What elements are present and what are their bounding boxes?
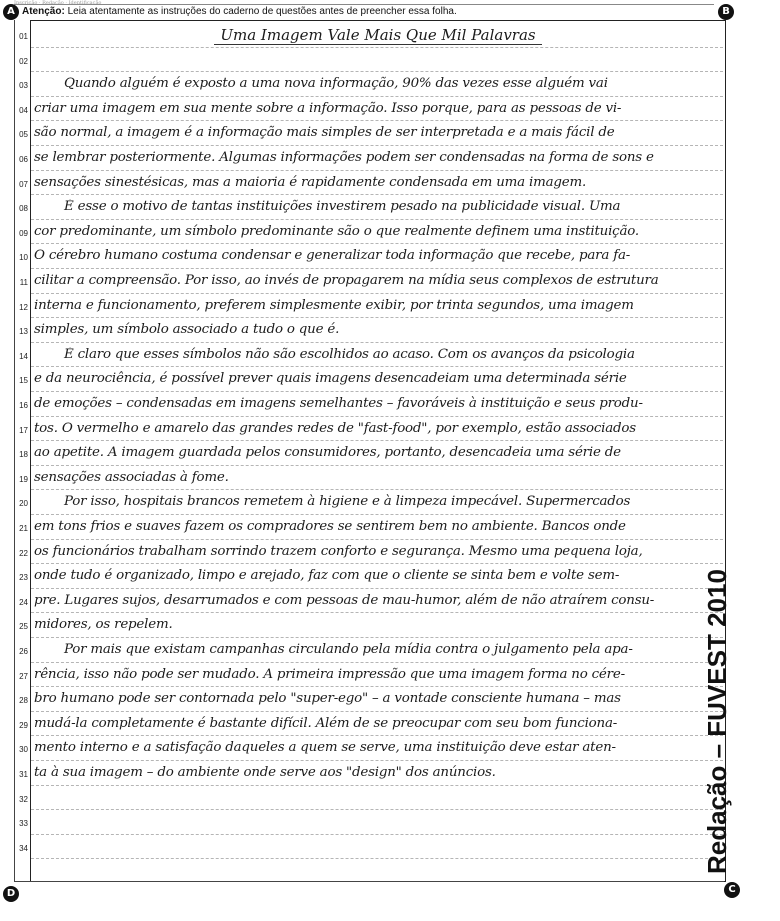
writing-rule — [31, 317, 723, 318]
watermark-label: Redação – FUVEST 2010 — [702, 569, 732, 874]
writing-rule — [31, 686, 723, 687]
writing-rule — [31, 465, 723, 466]
notice-bar — [22, 6, 712, 17]
writing-rule — [31, 489, 723, 490]
bottom-border — [14, 881, 724, 882]
header-strip: Inscrição · Redação · Identificação — [14, 0, 714, 5]
notice-text: Leia atentamente as instruções do caderno de questões antes de preencher essa folha. — [67, 6, 457, 17]
writing-rule — [31, 539, 723, 540]
writing-rule — [31, 588, 723, 589]
line-number: 31 — [19, 770, 28, 779]
writing-rule — [31, 735, 723, 736]
line-number: 30 — [19, 745, 28, 755]
writing-rule — [31, 711, 723, 712]
essay-line: Quando alguém é exposto a uma nova informação, 90% das vezes esse alguém vai — [64, 76, 608, 92]
line-number: 25 — [19, 622, 28, 632]
essay-line: O cérebro humano costuma condensar e generalizar toda informação que recebe, para fa- — [34, 248, 631, 264]
writing-rule — [31, 563, 723, 564]
writing-rule — [31, 834, 723, 835]
line-number: 29 — [19, 720, 28, 730]
corner-mark-b: B — [718, 4, 734, 20]
line-number: 27 — [19, 671, 28, 681]
essay-line: onde tudo é organizado, limpo e arejado, faz com que o cliente se sinta bem e volte sem- — [34, 568, 620, 584]
line-number: 06 — [19, 155, 28, 164]
essay-line: e da neurociência, é possível prever quais imagens desencadeiam uma determinada série — [34, 371, 627, 387]
line-number: 16 — [19, 401, 28, 410]
writing-rule — [31, 514, 723, 515]
essay-line: interna e funcionamento, preferem simplesmente exibir, por trinta segundos, uma imagem — [34, 297, 634, 313]
writing-rule — [31, 342, 723, 343]
corner-mark-d: D — [3, 886, 19, 902]
essay-line: pre. Lugares sujos, desarrumados e com pessoas de mau-humor, além de não atraírem consu- — [34, 592, 655, 608]
essay-line: sensações sinestésicas, mas a maioria é rapidamente condensada em uma imagem. — [34, 174, 587, 190]
writing-rule — [31, 416, 723, 417]
corner-mark-a: A — [3, 4, 19, 20]
corner-mark-c: C — [724, 882, 740, 898]
writing-rule — [31, 366, 723, 367]
essay-line: tos. O vermelho e amarelo das grandes redes de "fast-food", por exemplo, estão associados — [34, 420, 636, 436]
essay-title-line — [34, 26, 722, 44]
writing-rule — [31, 194, 723, 195]
line-number: 08 — [19, 204, 28, 214]
line-number: 23 — [19, 573, 28, 583]
essay-line: É claro que esses símbolos não são escolhidos ao acaso. Com os avanços da psicologia — [64, 346, 635, 362]
writing-rule — [31, 637, 723, 638]
writing-rule — [31, 47, 723, 48]
line-number: 01 — [19, 32, 28, 41]
writing-rule — [31, 809, 723, 810]
essay-line: rência, isso não pode ser mudado. A primeira impressão que uma imagem forma no cére- — [34, 666, 625, 682]
essay-line: são normal, a imagem é a informação mais simples de ser interpretada e a mais fácil de — [34, 125, 615, 141]
writing-rule — [31, 120, 723, 121]
writing-rule — [31, 71, 723, 72]
essay-line: mudá-la completamente é bastante difícil. Além de se preocupar com seu bom funciona- — [34, 715, 618, 731]
essay-line: simples, um símbolo associado a tudo o que é. — [34, 322, 340, 338]
line-number: 04 — [19, 105, 28, 115]
line-number: 22 — [19, 548, 28, 558]
line-number: 05 — [19, 130, 28, 140]
line-number: 20 — [19, 499, 28, 509]
line-number: 14 — [19, 351, 28, 361]
line-number: 12 — [19, 302, 28, 312]
line-number: 32 — [19, 794, 28, 804]
line-number: 03 — [19, 81, 28, 91]
writing-rule — [31, 219, 723, 220]
writing-rule — [31, 440, 723, 441]
line-number: 24 — [19, 597, 28, 607]
essay-line: se lembrar posteriormente. Algumas informações podem ser condensadas na forma de sons e — [34, 150, 654, 165]
essay-line: sensações associadas à fome. — [34, 469, 229, 485]
essay-line: em tons frios e suaves fazem os compradores se sentirem bem no ambiente. Bancos onde — [34, 519, 626, 534]
essay-line: Por isso, hospitais brancos remetem à higiene e à limpeza impecável. Supermercados — [64, 494, 631, 510]
writing-rule — [31, 145, 723, 146]
line-number: 33 — [19, 819, 28, 829]
essay-line: cilitar a compreensão. Por isso, ao invés de propagarem na mídia seus complexos de estrutura — [34, 273, 659, 288]
writing-rule — [31, 760, 723, 761]
line-number: 02 — [19, 56, 28, 66]
essay-line: cor predominante, um símbolo predominante são o que realmente definem uma instituição. — [34, 223, 639, 239]
essay-line: É esse o motivo de tantas instituições investirem pesado na publicidade visual. Uma — [64, 199, 621, 215]
writing-rule — [31, 612, 723, 613]
line-number: 17 — [19, 425, 28, 435]
line-number: 07 — [19, 179, 28, 189]
line-number: 11 — [19, 278, 28, 287]
essay-line: Por mais que existam campanhas circulando pela mídia contra o julgamento pela apa- — [64, 642, 633, 657]
line-number: 13 — [19, 327, 28, 337]
writing-rule — [31, 391, 723, 392]
line-number: 26 — [19, 647, 28, 656]
line-number: 18 — [19, 450, 28, 460]
line-number: 28 — [19, 696, 28, 706]
essay-line: criar uma imagem em sua mente sobre a informação. Isso porque, para as pessoas de vi- — [34, 100, 622, 116]
line-number: 19 — [19, 474, 28, 484]
essay-line: os funcionários trabalham sorrindo trazem conforto e segurança. Mesmo uma pequena loja, — [34, 543, 643, 559]
line-number: 09 — [19, 228, 28, 238]
essay-line: de emoções – condensadas em imagens semelhantes – favoráveis à instituição e seus produ- — [34, 396, 643, 411]
line-number: 10 — [19, 253, 28, 263]
writing-rule — [31, 858, 723, 859]
essay-line: bro humano pode ser contornada pelo "super-ego" – a vontade consciente humana – mas — [34, 691, 621, 707]
writing-rule — [31, 662, 723, 663]
writing-rule — [31, 293, 723, 294]
writing-rule — [31, 785, 723, 786]
line-number: 34 — [19, 843, 28, 853]
essay-line: ta à sua imagem – do ambiente onde serve aos "design" dos anúncios. — [34, 765, 496, 780]
essay-line: mento interno e a satisfação daqueles a quem se serve, uma instituição deve estar aten- — [34, 740, 616, 756]
writing-rule — [31, 96, 723, 97]
essay-title: Uma Imagem Vale Mais Que Mil Palavras — [214, 26, 541, 45]
writing-rule — [31, 268, 723, 269]
essay-line: ao apetite. A imagem guardada pelos consumidores, portanto, desencadeia uma série de — [34, 445, 621, 461]
writing-rule — [31, 243, 723, 244]
line-number: 15 — [19, 376, 28, 386]
essay-line: midores, os repelem. — [34, 617, 173, 633]
writing-rule — [31, 170, 723, 171]
notice-label: Atenção: — [22, 6, 65, 17]
line-number: 21 — [19, 524, 28, 533]
